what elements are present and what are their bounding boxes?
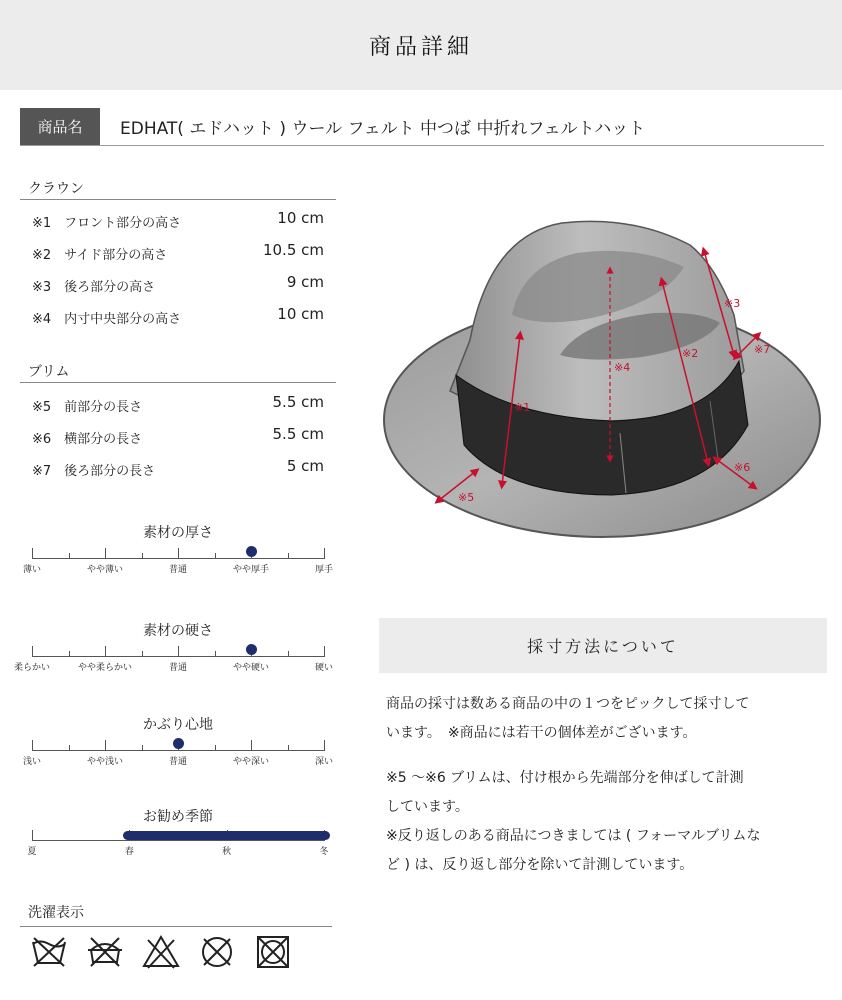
scale-tick — [69, 651, 70, 657]
measure-label: ※4 内寸中央部分の高さ — [32, 312, 182, 327]
measure-value: 10 cm — [277, 305, 324, 323]
scale-level-marker — [246, 546, 257, 557]
marker-label: ※7 — [754, 343, 771, 356]
scale-tick-label: 薄い — [22, 565, 41, 575]
scale-tick — [105, 548, 106, 559]
scale-tick — [288, 745, 289, 751]
scale-tick — [251, 740, 252, 751]
method-text-line: ※反り返しのある商品につきましては ( フォーマルブリムな — [386, 828, 761, 844]
product-name: EDHAT( エドハット ) ウール フェルト 中つば 中折れフェルトハット — [120, 119, 646, 139]
scale-tick — [178, 548, 179, 559]
page-title: 商品詳細 — [368, 34, 473, 60]
scale-tick — [105, 740, 106, 751]
marker-label: ※3 — [724, 297, 741, 310]
scale-title: 素材の硬さ — [143, 623, 213, 639]
scale-tick — [69, 553, 70, 559]
method-text-line: ※5 ～※6 ブリムは、付け根から先端部分を伸ばして計測 — [386, 770, 744, 786]
scale-tick-label: 厚手 — [314, 565, 333, 575]
measure-label: ※1 フロント部分の高さ — [32, 216, 182, 231]
scale-tick-label: 普通 — [168, 663, 187, 673]
season-tick — [32, 830, 33, 841]
product-name-row — [20, 108, 824, 146]
washing-icons — [30, 934, 292, 970]
scale-tick-label: 硬い — [314, 663, 333, 673]
product-name-label: 商品名 — [20, 108, 100, 145]
scale-tick — [324, 740, 325, 751]
method-section-title: 採寸方法について — [379, 618, 827, 673]
method-text-line: しています。 — [386, 799, 469, 815]
season-range-bar — [123, 831, 330, 840]
measure-value: 10 cm — [277, 209, 324, 227]
measure-row — [32, 457, 324, 481]
scale-title: 素材の厚さ — [143, 525, 213, 541]
brim-divider — [20, 382, 336, 383]
measure-value: 10.5 cm — [262, 241, 324, 259]
no-wash-icon — [30, 934, 68, 970]
page-header — [0, 0, 842, 90]
measure-label: ※5 前部分の長さ — [32, 400, 143, 415]
season-title: お勧め季節 — [143, 809, 213, 825]
season-label: 夏 — [27, 847, 37, 857]
scale-tick-label: 普通 — [168, 565, 187, 575]
season-label: 春 — [124, 847, 134, 857]
scale-tick-label: やや硬い — [232, 663, 269, 673]
marker-label: ※4 — [614, 361, 631, 374]
scale-tick — [69, 745, 70, 751]
scale-tick-label: 柔らかい — [13, 663, 50, 673]
season-baseline — [32, 840, 324, 841]
scale-tick-label: 浅い — [22, 757, 41, 767]
measure-value: 5.5 cm — [272, 425, 324, 443]
measure-row — [32, 425, 324, 449]
hat-measurement-diagram — [372, 195, 832, 555]
season-label: 秋 — [222, 847, 232, 857]
measure-row — [32, 241, 324, 265]
scale-tick — [32, 646, 33, 657]
measure-label: ※7 後ろ部分の長さ — [32, 464, 156, 479]
scale-level-marker — [173, 738, 184, 749]
marker-label: ※2 — [682, 347, 699, 360]
measure-row — [32, 209, 324, 233]
washing-title: 洗濯表示 — [28, 905, 84, 921]
scale-title: かぶり心地 — [143, 717, 213, 733]
measure-value: 5.5 cm — [272, 393, 324, 411]
marker-label: ※1 — [514, 401, 531, 414]
washing-divider — [20, 926, 332, 927]
measure-row — [32, 273, 324, 297]
scale-tick — [142, 553, 143, 559]
scale-tick — [215, 651, 216, 657]
method-text-line: います。 ※商品には若干の個体差がございます。 — [386, 725, 697, 741]
scale-tick — [288, 651, 289, 657]
scale-tick — [105, 646, 106, 657]
no-wring-icon — [86, 934, 124, 970]
scale-tick — [288, 553, 289, 559]
measure-label: ※6 横部分の長さ — [32, 432, 143, 447]
crown-divider — [20, 199, 336, 200]
scale-tick-label: 普通 — [168, 757, 187, 767]
scale-tick — [32, 740, 33, 751]
measure-value: 5 cm — [286, 457, 324, 475]
scale-tick — [32, 548, 33, 559]
measure-label: ※3 後ろ部分の高さ — [32, 280, 156, 295]
measure-row — [32, 393, 324, 417]
no-tumble-dry-icon — [198, 934, 236, 970]
brim-section-title: ブリム — [28, 364, 70, 380]
scale-tick — [324, 646, 325, 657]
crown-section-title: クラウン — [28, 181, 84, 197]
no-dry-clean-icon — [254, 934, 292, 970]
scale-tick-label: やや柔らかい — [77, 663, 132, 673]
scale-tick-label: やや薄い — [86, 565, 123, 575]
scale-tick-label: やや厚手 — [232, 565, 269, 575]
scale-level-marker — [246, 644, 257, 655]
scale-tick-label: 深い — [314, 757, 333, 767]
marker-label: ※6 — [734, 461, 751, 474]
measure-label: ※2 サイド部分の高さ — [32, 248, 168, 263]
measure-row — [32, 305, 324, 329]
scale-tick — [215, 553, 216, 559]
scale-tick — [324, 548, 325, 559]
marker-label: ※5 — [458, 491, 475, 504]
no-bleach-icon — [142, 934, 180, 970]
scale-tick-label: やや浅い — [86, 757, 123, 767]
season-label: 冬 — [319, 847, 329, 857]
scale-tick — [215, 745, 216, 751]
scale-tick — [142, 651, 143, 657]
scale-tick-label: やや深い — [232, 757, 269, 767]
scale-tick — [142, 745, 143, 751]
method-text-line: 商品の採寸は数ある商品の中の１つをピックして採寸して — [386, 696, 750, 712]
measure-value: 9 cm — [286, 273, 324, 291]
scale-tick — [178, 646, 179, 657]
method-text-line: ど ) は、反り返し部分を除いて計測しています。 — [386, 857, 694, 873]
